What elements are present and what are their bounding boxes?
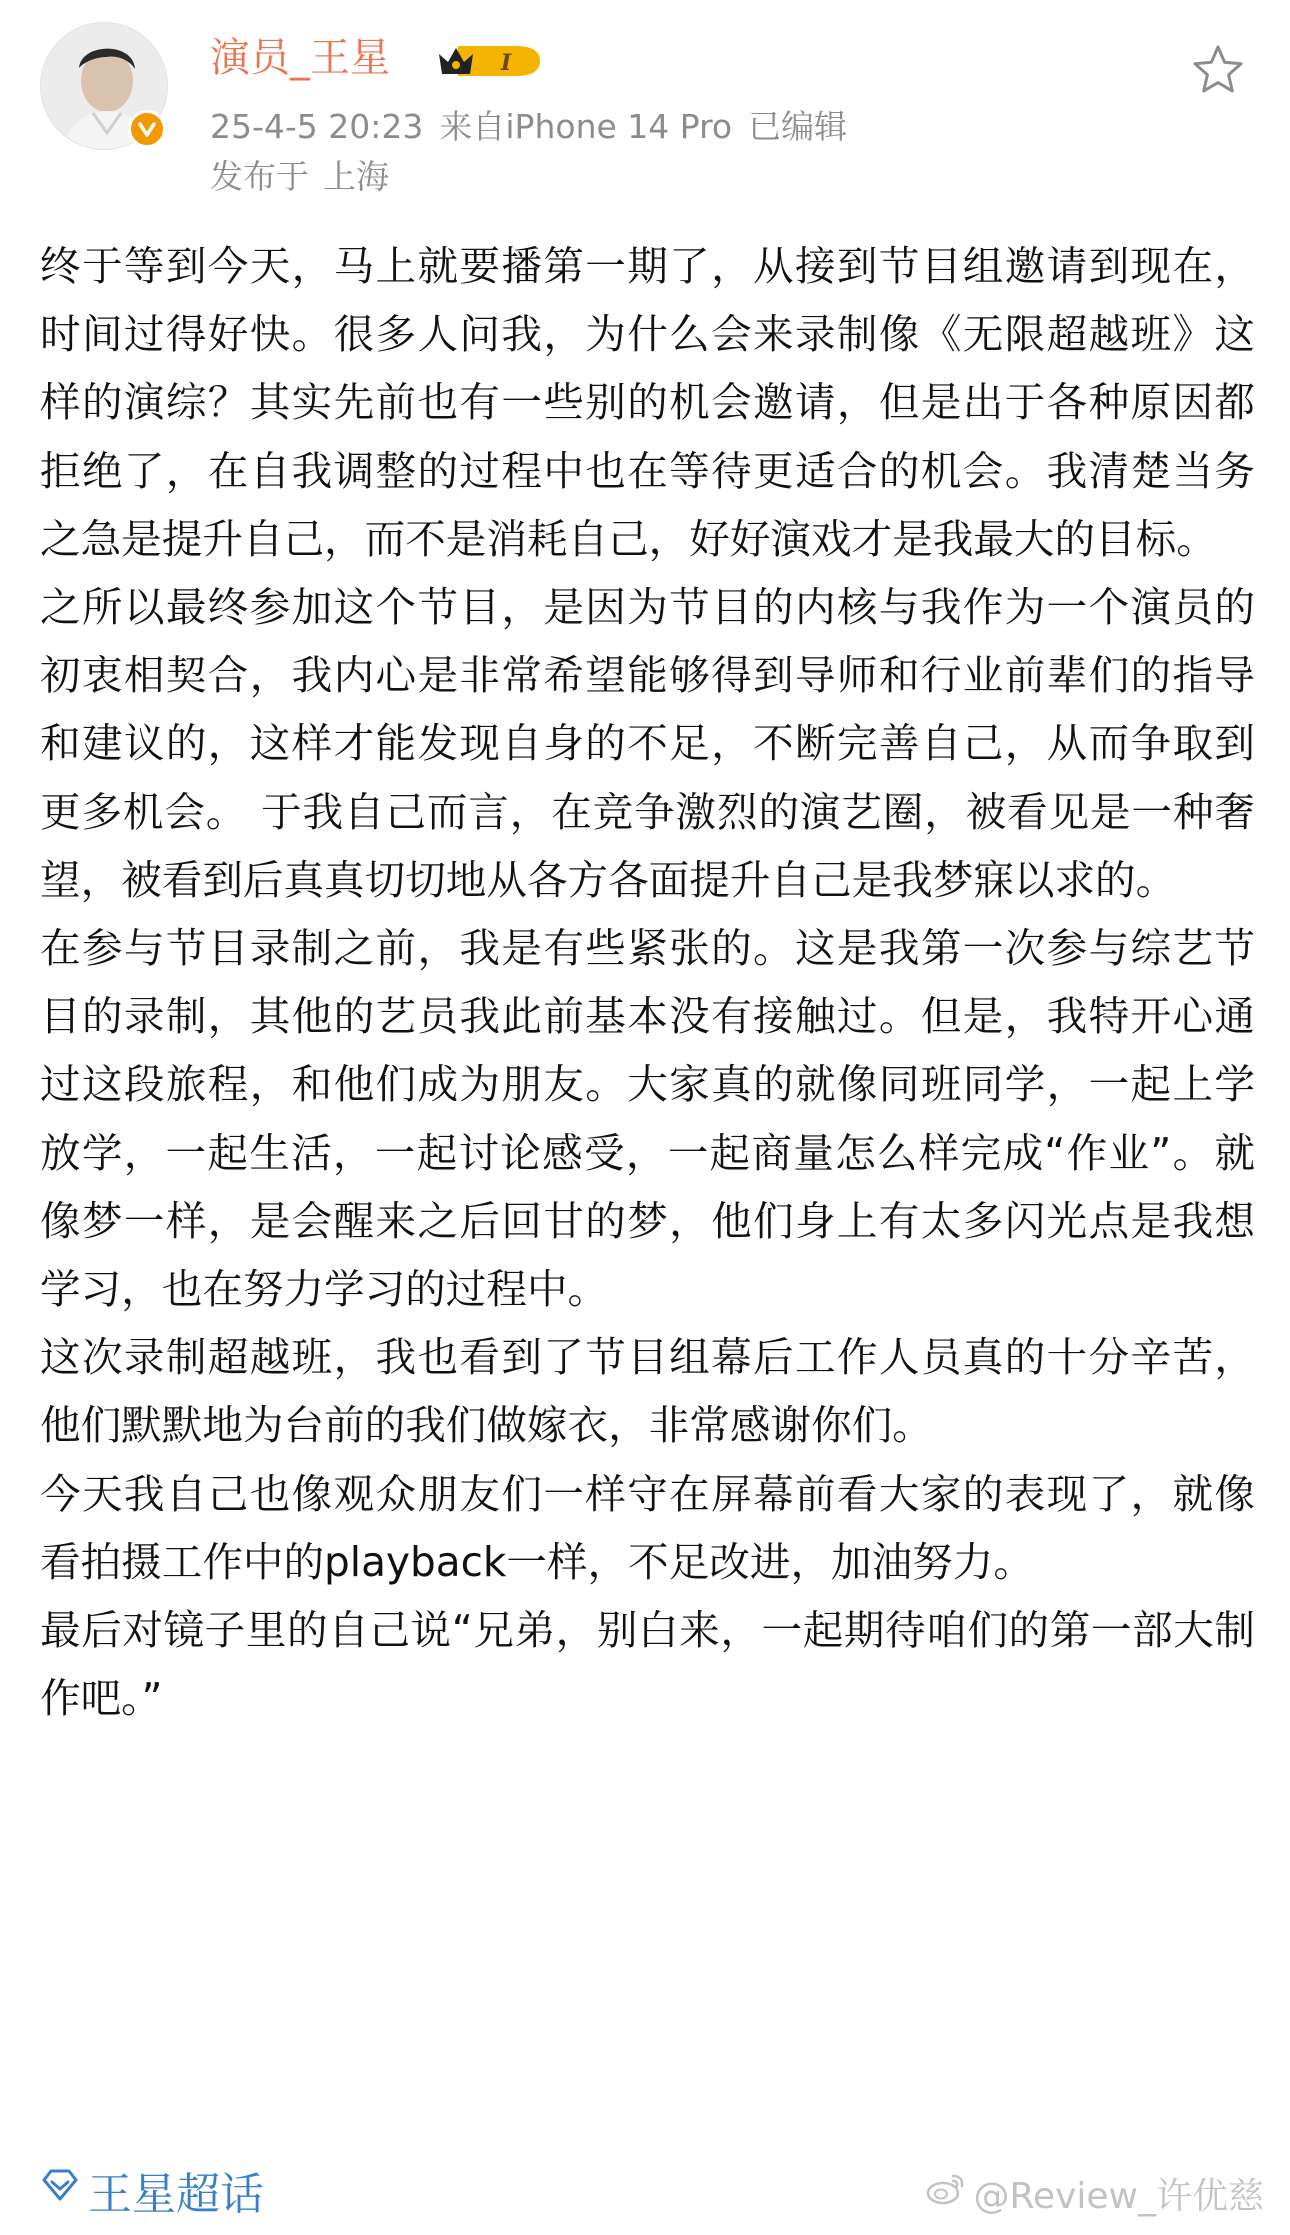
post-paragraph: 之所以最终参加这个节目，是因为节目的内核与我作为一个演员的初衷相契合，我内心是非常希望能够得到导师和行业前辈们的指导和建议的，这样才能发现自身的不足，不断完善自己，从而争取到更多机会。 于我自己而言，在竞争激烈的演艺圈，被看见是一种奢望，被看到后真真切切地从各方各面提升自己是我梦寐以求的。 — [40, 583, 1255, 904]
post-paragraph: 最后对镜子里的自己说“兄弟，别白来，一起期待咱们的第一部大制作吧。” — [40, 1606, 1255, 1723]
location-name: 上海 — [323, 157, 389, 196]
post-meta — [210, 106, 863, 148]
star-outline-icon[interactable] — [1190, 42, 1246, 98]
post-paragraph: 在参与节目录制之前，我是有些紧张的。这是我第一次参与综艺节目的录制，其他的艺员我此前基本没有接触过。但是，我特开心通过这段旅程，和他们成为朋友。大家真的就像同班同学，一起上学放学，一起生活，一起讨论感受，一起商量怎么样完成“作业”。就像梦一样，是会醒来之后回甘的梦，他们身上有太多闪光点是我想学习，也在努力学习的过程中。 — [40, 924, 1255, 1314]
verified-badge-icon — [128, 110, 166, 148]
vip-badge-icon[interactable] — [436, 40, 546, 82]
watermark — [926, 2168, 1264, 2219]
author-name[interactable]: 演员_王星 — [210, 35, 390, 81]
vip-level: I — [500, 50, 512, 76]
post-source: 来自iPhone 14 Pro — [439, 107, 733, 146]
post-paragraph: 终于等到今天，马上就要播第一期了，从接到节目组邀请到现在，时间过得好快。很多人问我，为什么会来录制像《无限超越班》这样的演综？其实先前也有一些别的机会邀请，但是出于各种原因都拒绝了，在自我调整的过程中也在等待更适合的机会。我清楚当务之急是提升自己，而不是消耗自己，好好演戏才是我最大的目标。 — [40, 242, 1255, 563]
post-paragraph: 今天我自己也像观众朋友们一样守在屏幕前看大家的表现了，就像看拍摄工作中的playback一样，不足改进，加油努力。 — [40, 1469, 1255, 1586]
post-body — [40, 232, 1255, 1732]
weibo-logo-icon — [926, 2172, 966, 2215]
post-location — [210, 156, 403, 198]
post-timestamp: 25-4-5 20:23 — [210, 107, 424, 146]
post-header — [0, 0, 1290, 215]
watermark-text: @Review_许优慈 — [973, 2176, 1264, 2217]
location-prefix: 发布于 — [210, 157, 309, 196]
edited-label[interactable]: 已编辑 — [748, 107, 848, 146]
topic-link[interactable] — [40, 2160, 264, 2220]
topic-label: 王星超话 — [88, 2169, 264, 2220]
post-paragraph: 这次录制超越班，我也看到了节目组幕后工作人员真的十分辛苦，他们默默地为台前的我们做嫁衣，非常感谢你们。 — [40, 1333, 1255, 1450]
topic-diamond-icon — [40, 2165, 80, 2216]
